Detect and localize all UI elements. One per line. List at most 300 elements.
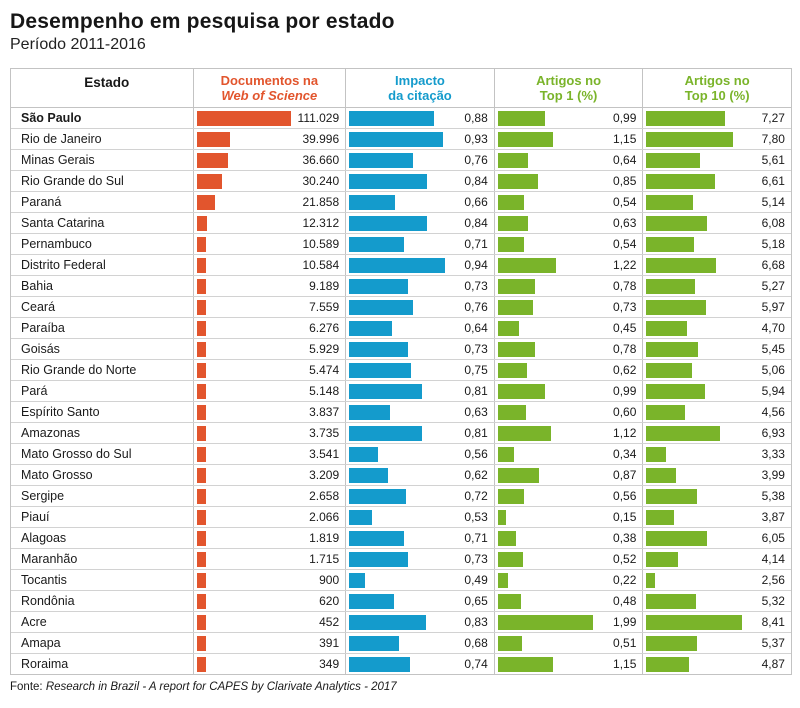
impact-bar — [349, 468, 388, 483]
table-row — [11, 570, 791, 591]
top10-cell — [642, 192, 791, 212]
state-name: Acre — [21, 615, 47, 629]
impact-bar — [349, 510, 372, 525]
docs-bar — [197, 153, 228, 168]
top1-bar — [498, 657, 553, 672]
top1-bar — [498, 615, 593, 630]
impact-value: 0,62 — [464, 468, 488, 482]
table-row — [11, 528, 791, 549]
impact-cell — [345, 570, 494, 590]
impact-cell — [345, 381, 494, 401]
top10-cell — [642, 402, 791, 422]
state-name: Maranhão — [21, 552, 78, 566]
docs-cell — [193, 192, 346, 212]
docs-value: 7.559 — [309, 300, 340, 314]
top10-value: 4,87 — [761, 657, 785, 671]
top10-bar — [646, 195, 693, 210]
top1-value: 0,78 — [613, 279, 637, 293]
table-row — [11, 507, 791, 528]
docs-cell — [193, 423, 346, 443]
top1-bar — [498, 258, 556, 273]
docs-bar — [197, 489, 206, 504]
top10-bar — [646, 405, 684, 420]
top1-value: 0,38 — [613, 531, 637, 545]
top10-cell — [642, 654, 791, 674]
impact-cell — [345, 213, 494, 233]
impact-cell — [345, 339, 494, 359]
impact-cell — [345, 507, 494, 527]
top10-bar — [646, 111, 725, 126]
top1-cell — [494, 171, 643, 191]
docs-bar — [197, 510, 206, 525]
docs-cell — [193, 549, 346, 569]
impact-bar — [349, 531, 404, 546]
top1-bar — [498, 426, 552, 441]
docs-bar — [197, 300, 206, 315]
top1-value: 0,48 — [613, 594, 637, 608]
table-row — [11, 129, 791, 150]
top10-value: 6,61 — [761, 174, 785, 188]
impact-bar — [349, 363, 411, 378]
table-row — [11, 171, 791, 192]
docs-value: 9.189 — [309, 279, 340, 293]
impact-cell — [345, 528, 494, 548]
top10-cell — [642, 276, 791, 296]
impact-value: 0,64 — [464, 321, 488, 335]
top10-bar — [646, 132, 733, 147]
docs-value: 349 — [319, 657, 340, 671]
top10-bar — [646, 384, 705, 399]
table-row — [11, 549, 791, 570]
table-row — [11, 423, 791, 444]
docs-value: 900 — [319, 573, 340, 587]
top1-bar — [498, 531, 516, 546]
top10-cell — [642, 465, 791, 485]
impact-bar — [349, 300, 413, 315]
performance-table — [10, 68, 792, 675]
top1-bar — [498, 573, 509, 588]
impact-cell — [345, 171, 494, 191]
top10-value: 6,93 — [761, 426, 785, 440]
state-name: Pernambuco — [21, 237, 92, 251]
top10-cell — [642, 486, 791, 506]
table-row — [11, 591, 791, 612]
docs-bar — [197, 174, 223, 189]
top1-value: 0,62 — [613, 363, 637, 377]
docs-value: 3.837 — [309, 405, 340, 419]
impact-value: 0,74 — [464, 657, 488, 671]
impact-value: 0,81 — [464, 384, 488, 398]
top1-bar — [498, 447, 514, 462]
top1-bar — [498, 132, 553, 147]
docs-bar — [197, 573, 206, 588]
docs-cell — [193, 108, 346, 128]
table-row — [11, 255, 791, 276]
top10-cell — [642, 129, 791, 149]
docs-cell — [193, 129, 346, 149]
impact-cell — [345, 297, 494, 317]
top10-bar — [646, 258, 716, 273]
docs-bar — [197, 279, 206, 294]
top10-value: 3,87 — [761, 510, 785, 524]
top1-bar — [498, 552, 523, 567]
top10-cell — [642, 255, 791, 275]
table-row — [11, 633, 791, 654]
docs-value: 391 — [319, 636, 340, 650]
page-title: Desempenho em pesquisa por estado — [10, 10, 395, 33]
state-name: Goisás — [21, 342, 60, 356]
top10-value: 5,18 — [761, 237, 785, 251]
impact-value: 0,66 — [464, 195, 488, 209]
top10-bar — [646, 279, 695, 294]
top1-cell — [494, 234, 643, 254]
top1-value: 0,99 — [613, 384, 637, 398]
top10-value: 6,68 — [761, 258, 785, 272]
state-name: Bahia — [21, 279, 53, 293]
table-row — [11, 339, 791, 360]
top1-cell — [494, 465, 643, 485]
top1-value: 0,54 — [613, 237, 637, 251]
table-row — [11, 276, 791, 297]
docs-value: 1.715 — [309, 552, 340, 566]
top10-cell — [642, 612, 791, 632]
impact-value: 0,84 — [464, 174, 488, 188]
top10-bar — [646, 363, 692, 378]
docs-bar — [197, 426, 206, 441]
impact-bar — [349, 636, 399, 651]
column-header-top10 — [642, 69, 791, 107]
top10-bar — [646, 174, 715, 189]
top1-value: 0,56 — [613, 489, 637, 503]
top10-bar — [646, 657, 689, 672]
impact-bar — [349, 657, 409, 672]
table-row — [11, 297, 791, 318]
top1-bar — [498, 405, 527, 420]
docs-value: 30.240 — [302, 174, 340, 188]
impact-value: 0,53 — [464, 510, 488, 524]
docs-bar — [197, 237, 206, 252]
source-note — [10, 681, 792, 693]
state-name: Ceará — [21, 300, 56, 314]
top10-value: 5,37 — [761, 636, 785, 650]
top1-value: 0,15 — [613, 510, 637, 524]
impact-value: 0,94 — [464, 258, 488, 272]
source-text: Research in Brazil - A report for CAPES by Clarivate Analytics - 2017 — [45, 681, 397, 693]
top10-value: 3,99 — [761, 468, 785, 482]
state-name: Distrito Federal — [21, 258, 106, 272]
top10-cell — [642, 339, 791, 359]
docs-cell — [193, 570, 346, 590]
top10-cell — [642, 318, 791, 338]
state-name: Paraíba — [21, 321, 65, 335]
top1-bar — [498, 594, 521, 609]
impact-value: 0,49 — [464, 573, 488, 587]
impact-cell — [345, 192, 494, 212]
state-name: Santa Catarina — [21, 216, 105, 230]
top10-cell — [642, 234, 791, 254]
docs-cell — [193, 339, 346, 359]
top1-cell — [494, 570, 643, 590]
docs-value: 10.589 — [302, 237, 340, 251]
impact-value: 0,76 — [464, 300, 488, 314]
impact-bar — [349, 573, 365, 588]
top1-cell — [494, 591, 643, 611]
table-row — [11, 318, 791, 339]
impact-bar — [349, 237, 404, 252]
top10-value: 5,27 — [761, 279, 785, 293]
docs-cell — [193, 465, 346, 485]
impact-bar — [349, 132, 443, 147]
top10-bar — [646, 342, 698, 357]
column-header-line1: Impacto — [395, 73, 445, 88]
docs-cell — [193, 234, 346, 254]
top1-cell — [494, 549, 643, 569]
impact-bar — [349, 321, 392, 336]
impact-cell — [345, 255, 494, 275]
column-header-line2: Web of Science — [221, 88, 318, 103]
impact-value: 0,88 — [464, 111, 488, 125]
state-name: Rio de Janeiro — [21, 132, 102, 146]
impact-cell — [345, 444, 494, 464]
top1-bar — [498, 174, 539, 189]
top1-value: 0,52 — [613, 552, 637, 566]
top1-bar — [498, 216, 528, 231]
impact-cell — [345, 402, 494, 422]
table-row — [11, 150, 791, 171]
docs-value: 5.474 — [309, 363, 340, 377]
top10-bar — [646, 447, 666, 462]
docs-bar — [197, 342, 206, 357]
column-header-impact — [345, 69, 494, 107]
top1-bar — [498, 489, 525, 504]
docs-bar — [197, 594, 206, 609]
docs-bar — [197, 405, 206, 420]
top10-value: 2,56 — [761, 573, 785, 587]
table-row — [11, 486, 791, 507]
top1-cell — [494, 360, 643, 380]
state-name: Amazonas — [21, 426, 81, 440]
docs-value: 1.819 — [309, 531, 340, 545]
column-header-line1: Artigos no — [536, 73, 602, 88]
top1-value: 1,12 — [613, 426, 637, 440]
top10-cell — [642, 108, 791, 128]
top1-cell — [494, 381, 643, 401]
top1-cell — [494, 633, 643, 653]
top10-bar — [646, 237, 694, 252]
top1-bar — [498, 363, 528, 378]
top1-cell — [494, 108, 643, 128]
top10-cell — [642, 171, 791, 191]
impact-bar — [349, 552, 408, 567]
top1-cell — [494, 486, 643, 506]
docs-value: 5.929 — [309, 342, 340, 356]
table-row — [11, 612, 791, 633]
docs-cell — [193, 150, 346, 170]
docs-value: 452 — [319, 615, 340, 629]
impact-bar — [349, 405, 390, 420]
docs-bar — [197, 111, 291, 126]
top10-cell — [642, 591, 791, 611]
top10-cell — [642, 570, 791, 590]
top10-value: 6,08 — [761, 216, 785, 230]
top1-value: 1,99 — [613, 615, 637, 629]
top1-cell — [494, 402, 643, 422]
top10-bar — [646, 426, 720, 441]
top1-value: 0,64 — [613, 153, 637, 167]
state-name: Sergipe — [21, 489, 65, 503]
column-header-line2: da citação — [388, 88, 452, 103]
impact-cell — [345, 108, 494, 128]
top10-bar — [646, 468, 676, 483]
top1-value: 0,63 — [613, 216, 637, 230]
top10-bar — [646, 216, 707, 231]
docs-bar — [197, 195, 216, 210]
docs-cell — [193, 633, 346, 653]
top1-value: 0,73 — [613, 300, 637, 314]
top10-bar — [646, 510, 674, 525]
top10-cell — [642, 297, 791, 317]
top10-cell — [642, 213, 791, 233]
impact-bar — [349, 447, 377, 462]
docs-cell — [193, 255, 346, 275]
impact-bar — [349, 195, 395, 210]
docs-cell — [193, 402, 346, 422]
top10-bar — [646, 573, 654, 588]
impact-bar — [349, 279, 408, 294]
state-name: Paraná — [21, 195, 62, 209]
page-subtitle: Período 2011-2016 — [10, 36, 146, 53]
impact-cell — [345, 318, 494, 338]
docs-cell — [193, 276, 346, 296]
impact-value: 0,76 — [464, 153, 488, 167]
state-name: Rio Grande do Norte — [21, 363, 137, 377]
docs-value: 10.584 — [302, 258, 340, 272]
top1-bar — [498, 321, 520, 336]
table-row — [11, 360, 791, 381]
column-header-top1 — [494, 69, 643, 107]
top10-value: 4,56 — [761, 405, 785, 419]
impact-cell — [345, 612, 494, 632]
top1-value: 0,85 — [613, 174, 637, 188]
impact-cell — [345, 633, 494, 653]
state-name: Roraima — [21, 657, 69, 671]
top1-cell — [494, 255, 643, 275]
docs-cell — [193, 297, 346, 317]
top10-bar — [646, 489, 697, 504]
top10-cell — [642, 507, 791, 527]
top1-cell — [494, 423, 643, 443]
docs-value: 2.066 — [309, 510, 340, 524]
impact-cell — [345, 129, 494, 149]
table-row — [11, 402, 791, 423]
top1-bar — [498, 468, 540, 483]
top10-value: 7,27 — [761, 111, 785, 125]
top1-value: 1,15 — [613, 657, 637, 671]
top1-cell — [494, 192, 643, 212]
top1-cell — [494, 612, 643, 632]
impact-value: 0,68 — [464, 636, 488, 650]
top10-value: 5,61 — [761, 153, 785, 167]
docs-value: 111.029 — [297, 111, 340, 125]
docs-value: 5.148 — [309, 384, 340, 398]
docs-value: 3.735 — [309, 426, 340, 440]
top1-value: 0,78 — [613, 342, 637, 356]
top1-value: 0,99 — [613, 111, 637, 125]
table-row — [11, 108, 791, 129]
docs-value: 6.276 — [309, 321, 340, 335]
column-header-line1: Artigos no — [684, 73, 750, 88]
top1-cell — [494, 213, 643, 233]
top1-bar — [498, 342, 535, 357]
impact-bar — [349, 153, 413, 168]
docs-value: 620 — [319, 594, 340, 608]
impact-bar — [349, 342, 408, 357]
top10-bar — [646, 300, 706, 315]
table-header-row — [11, 69, 791, 108]
top10-value: 5,14 — [761, 195, 785, 209]
top1-cell — [494, 654, 643, 674]
top10-value: 8,41 — [761, 615, 785, 629]
column-header-line2: Top 10 (%) — [684, 88, 750, 103]
docs-cell — [193, 213, 346, 233]
top1-bar — [498, 636, 522, 651]
top10-bar — [646, 594, 696, 609]
column-header-estado: Estado — [84, 75, 130, 90]
top1-cell — [494, 297, 643, 317]
top10-value: 5,45 — [761, 342, 785, 356]
docs-bar — [197, 636, 206, 651]
impact-value: 0,83 — [464, 615, 488, 629]
impact-value: 0,71 — [464, 531, 488, 545]
table-row — [11, 381, 791, 402]
docs-cell — [193, 360, 346, 380]
top1-value: 1,22 — [613, 258, 637, 272]
docs-value: 39.996 — [302, 132, 340, 146]
state-name: Minas Gerais — [21, 153, 95, 167]
docs-value: 12.312 — [302, 216, 340, 230]
state-name: Mato Grosso — [21, 468, 93, 482]
impact-cell — [345, 465, 494, 485]
top10-cell — [642, 549, 791, 569]
impact-bar — [349, 426, 422, 441]
top10-bar — [646, 531, 707, 546]
docs-bar — [197, 615, 206, 630]
column-header-line2: Top 1 (%) — [539, 88, 598, 103]
state-name: Mato Grosso do Sul — [21, 447, 132, 461]
docs-cell — [193, 528, 346, 548]
top10-bar — [646, 321, 686, 336]
top1-bar — [498, 111, 545, 126]
top1-cell — [494, 276, 643, 296]
top1-bar — [498, 384, 545, 399]
impact-value: 0,63 — [464, 405, 488, 419]
docs-bar — [197, 657, 206, 672]
column-header-line1: Documentos na — [220, 73, 319, 88]
docs-value: 2.658 — [309, 489, 340, 503]
impact-bar — [349, 174, 427, 189]
top10-cell — [642, 360, 791, 380]
docs-cell — [193, 591, 346, 611]
impact-value: 0,81 — [464, 426, 488, 440]
impact-cell — [345, 549, 494, 569]
top1-cell — [494, 528, 643, 548]
impact-value: 0,71 — [464, 237, 488, 251]
impact-value: 0,56 — [464, 447, 488, 461]
docs-bar — [197, 384, 206, 399]
docs-cell — [193, 171, 346, 191]
top1-bar — [498, 300, 533, 315]
top1-value: 1,15 — [613, 132, 637, 146]
